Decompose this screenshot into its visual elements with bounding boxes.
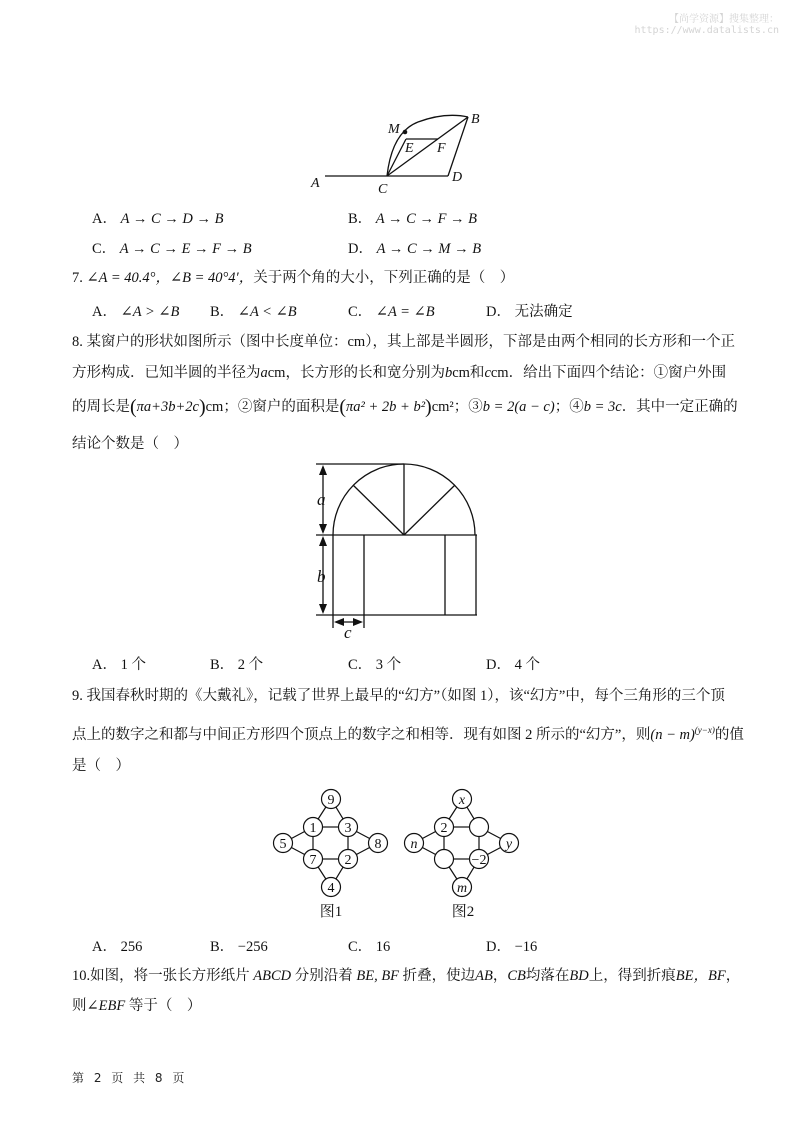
fig1-node-top-value: 9 (327, 793, 335, 808)
q9-stem-line-2: 点上的数字之和都与中间正方形四个顶点上的数字之和相等．现有如图 2 所示的“幻方”，则$(n - m)^{(y-x)}$的值 (72, 725, 744, 743)
q7-option-b[interactable]: B． ∠A < ∠B (210, 304, 297, 320)
q6-option-b[interactable]: B． A → C → F → B (348, 211, 478, 227)
arrowhead-icon (353, 618, 363, 626)
q8-stem-line-1: 8. 某窗户的形状如图所示（图中长度单位：cm），其上部是半圆形，下部是由两个相同的长方形和一个正 (72, 334, 735, 350)
arrowhead-icon (319, 465, 327, 475)
q6-label-b: B (471, 112, 480, 127)
page-footer: 第 2 页 共 8 页 (72, 1071, 188, 1085)
fig1-edge-bottom-lr (336, 867, 343, 879)
watermark-line-2: https://www.datalists.cn (634, 25, 779, 36)
q8-option-d[interactable]: D． 4 个 (486, 657, 540, 673)
fig1-node-ul-value: 1 (309, 821, 317, 836)
q6-label-f: F (437, 141, 446, 156)
q8-label-a: a (317, 490, 326, 509)
q8-radius-left (353, 485, 404, 535)
fig2-node-lr-value: −2 (471, 853, 487, 868)
q9-exponent: (y−x) (694, 725, 715, 735)
fig2-node-left-value: n (410, 837, 418, 852)
q9-option-c[interactable]: C． 16 (348, 939, 391, 955)
fig1-node-bottom-value: 4 (327, 881, 335, 896)
arrowhead-icon (319, 604, 327, 614)
watermark-line-1: 【尚学资源】搜集整理： (669, 14, 779, 25)
q8-label-c: c (344, 623, 352, 642)
q10-stem-line-1: 10.如图，将一张长方形纸片 ABCD 分别沿着 BE, BF 折叠，使边AB，CB均落在BD上，得到折痕BE，BF， (72, 968, 741, 984)
fig1-edge-right-ur (356, 831, 369, 838)
q8-perimeter-expr: πa+3b+2c (136, 399, 199, 415)
q8-label-b: b (317, 567, 326, 586)
fig1-edge-left-ul (291, 831, 304, 838)
arrowhead-icon (319, 524, 327, 534)
q6-option-d[interactable]: D． A → C → M → B (348, 241, 482, 257)
q7-option-a[interactable]: A． ∠A > ∠B (92, 304, 180, 320)
q8-area-expr: πa² + 2b + b² (346, 399, 426, 415)
fig2-node-ul-value: 2 (440, 821, 448, 836)
fig1-edge-bottom-ll (318, 867, 326, 879)
q9-option-d[interactable]: D． −16 (486, 939, 538, 955)
arrowhead-icon (319, 536, 327, 546)
fig2-node-right-value: y (505, 837, 513, 852)
fig1-node-ur-value: 3 (344, 821, 352, 836)
arrowhead-icon (334, 618, 344, 626)
fig1-node-lr-value: 2 (344, 853, 352, 868)
fig1-node-left-value: 5 (279, 837, 287, 852)
q8-option-a[interactable]: A． 1 个 (92, 657, 146, 673)
fig2-edge-top-ul (449, 807, 457, 819)
fig2-edge-right-lr (487, 847, 500, 854)
q6-label-a: A (311, 176, 320, 191)
q6-label-m: M (388, 122, 400, 137)
q9-option-a[interactable]: A． 256 (92, 939, 143, 955)
q9-figures (0, 780, 793, 925)
q6-label-e: E (405, 141, 414, 156)
q6-option-c[interactable]: C． A → C → E → F → B (92, 241, 252, 257)
q8-window-figure (0, 450, 793, 650)
fig2-edge-left-ul (422, 831, 435, 838)
q6-option-a[interactable]: A． A → C → D → B (92, 211, 224, 227)
q8-stem-line-4: 结论个数是（ ） (72, 436, 188, 452)
q9-figure-2 (405, 790, 519, 897)
fig2-edge-bottom-lr (467, 867, 474, 879)
q7-option-d[interactable]: D． 无法确定 (486, 304, 573, 320)
fig1-node-right-value: 8 (374, 837, 382, 852)
q7-option-c[interactable]: C． ∠A = ∠B (348, 304, 435, 320)
fig1-edge-right-lr (356, 847, 369, 854)
fig2-edge-right-ur (487, 831, 500, 838)
fig2-edge-left-ll (422, 847, 435, 854)
q6-line-db (448, 117, 468, 176)
q9-expression: (n − m) (650, 726, 695, 743)
fig2-node-bottom-value: m (456, 881, 468, 896)
q8-radius-right (404, 485, 455, 535)
q9-stem-line-3: 是（ ） (72, 758, 130, 774)
q9-stem-line-1: 9. 我国春秋时期的《大戴礼》，记载了世界上最早的“幻方”（如图 1），该“幻方”中，每个三角形的三个顶 (72, 688, 725, 704)
fig1-edge-top-ur (336, 807, 343, 819)
q6-point-m (403, 130, 408, 135)
fig2-node-ur (470, 818, 489, 837)
fig1-node-ll-value: 7 (309, 853, 317, 868)
q8-option-b[interactable]: B． 2 个 (210, 657, 264, 673)
q6-label-d: D (452, 170, 463, 185)
q8-conclusion-3: b = 2(a − c) (482, 399, 555, 415)
q8-option-c[interactable]: C． 3 个 (348, 657, 402, 673)
fig1-edge-left-ll (291, 847, 304, 854)
q9-figure-1-caption: 图1 (319, 904, 343, 920)
q8-stem-line-3: 的周长是(πa+3b+2c)cm；②窗户的面积是(πa² + 2b + b²)cm²；③b = 2(a − c)；④b = 3c．其中一定正确的 (72, 396, 738, 418)
q6-label-c: C (378, 182, 388, 197)
q7-stem: 7. ∠A = 40.4°，∠B = 40°4′，关于两个角的大小，下列正确的是（ ） (72, 270, 515, 286)
q9-figure-1 (274, 790, 388, 897)
q8-conclusion-4: b = 3c (583, 399, 622, 415)
q9-figure-2-caption: 图2 (451, 904, 475, 920)
q6-figure (0, 0, 793, 200)
fig2-edge-bottom-ll (449, 867, 457, 879)
q10-stem-line-2: 则∠EBF 等于（ ） (72, 998, 202, 1014)
fig2-node-ll (435, 850, 454, 869)
fig2-node-top-value: x (458, 793, 466, 808)
q9-option-b[interactable]: B． −256 (210, 939, 268, 955)
fig1-edge-top-ul (318, 807, 326, 819)
q8-stem-line-2: 方形构成．已知半圆的半径为acm，长方形的长和宽分别为bcm和ccm．给出下面四个结论：①窗户外围 (72, 365, 727, 381)
fig2-edge-top-ur (467, 807, 474, 819)
